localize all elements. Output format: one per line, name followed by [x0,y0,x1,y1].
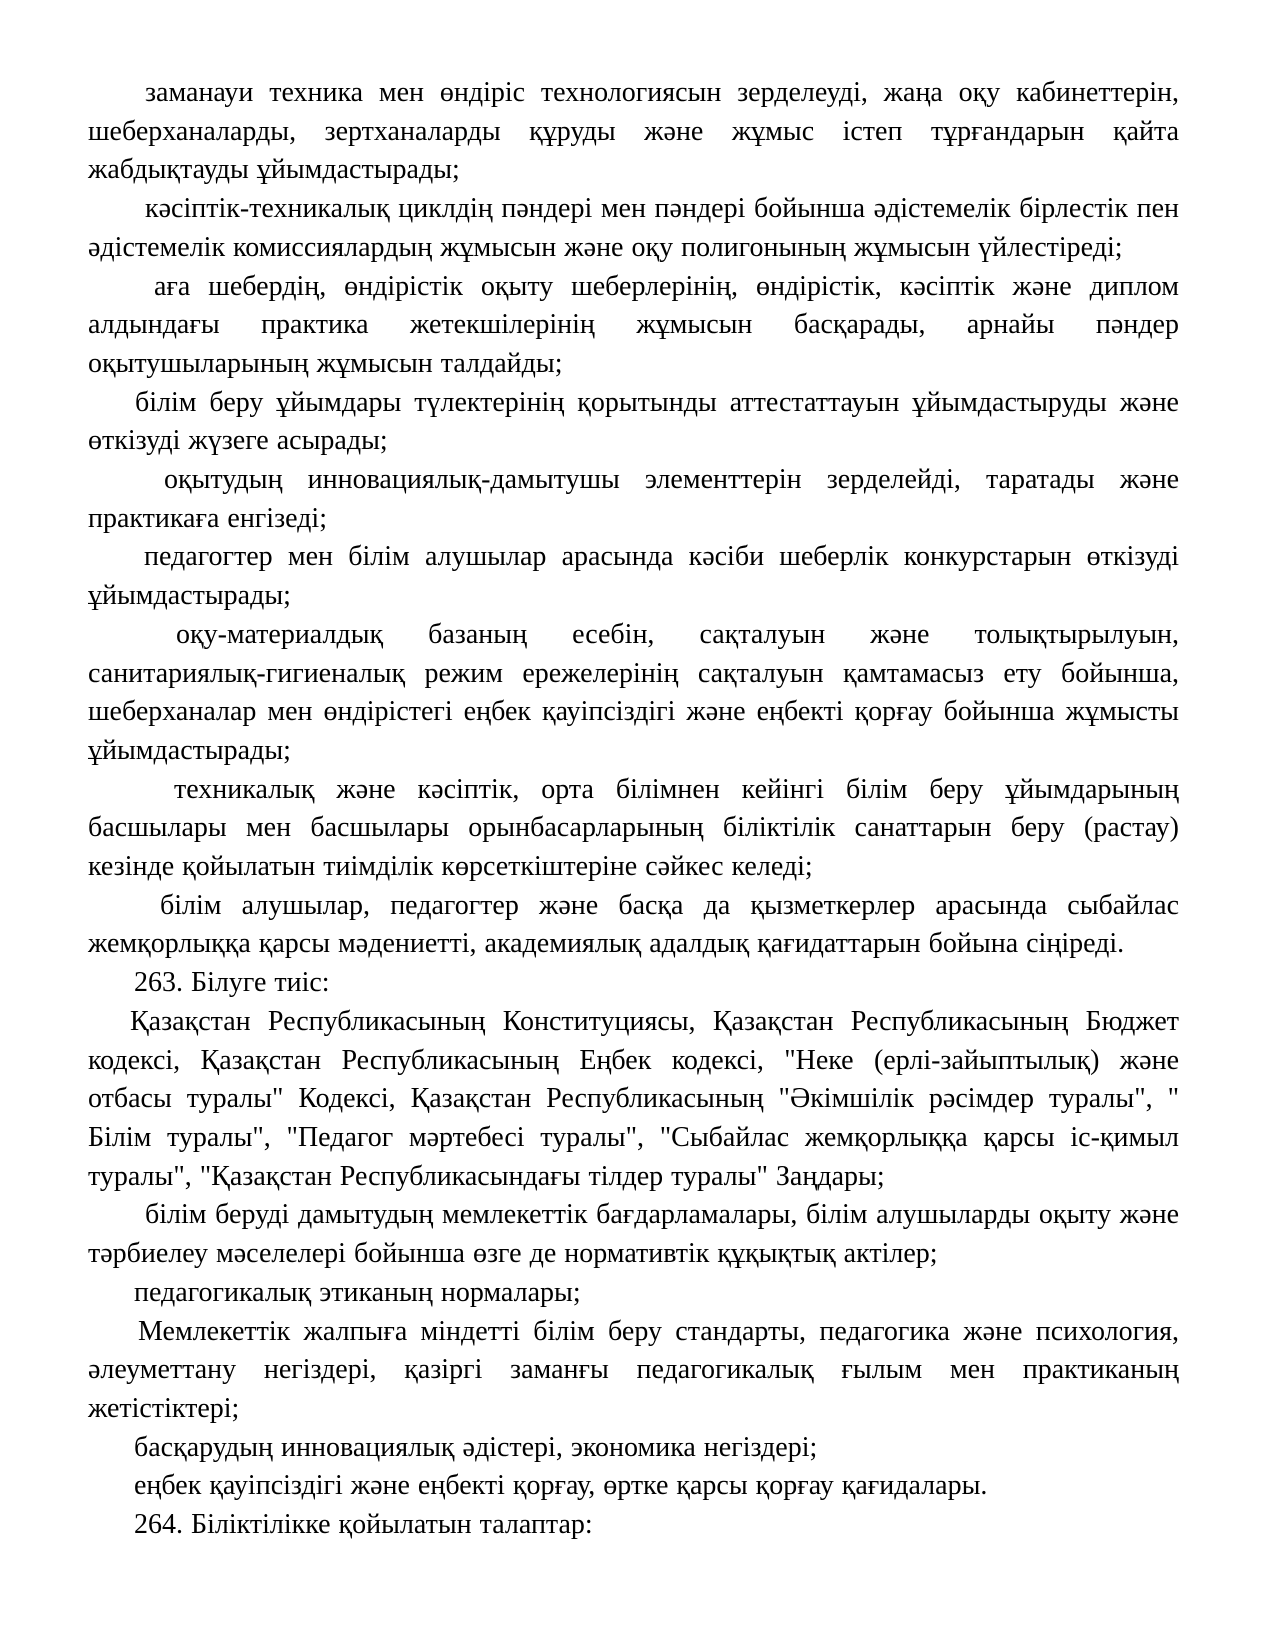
paragraph-duty-material-base: оқу-материалдық базаның есебін, сақталуын және толықтырылуын, санитариялық-гигиеналық режим ережелерінің сақталуын қамтамасыз ету бойынша, шеберханалар мен өндірістегі еңбек қауіпсіздігі және еңбекті қорғау бойынша жұмысты ұйымдастырады; [88,618,1179,766]
heading-item-263: 263. Білуге тиіс: [134,967,330,999]
paragraph-duty-qualification: техникалық және кәсіптік, орта білімнен кейінгі білім беру ұйымдарының басшылары мен басшылары орынбасарларының біліктілік санаттарын беру (растау) кезінде қойылатын тиімділік көрсеткіштеріне сәйкес келеді; [88,773,1179,883]
paragraph-duty-attestation: білім беру ұйымдары түлектерінің қорытынды аттестаттауын ұйымдастыруды және өткізуді жүзеге асырады; [88,386,1179,457]
paragraph-duty-methodical: кәсіптік-техникалық циклдің пәндері мен пәндері бойынша әдістемелік бірлестік пен әдістемелік комиссиялардың жұмысын және оқу полигонының жұмысын үйлестіреді; [88,193,1179,263]
paragraph-know-programs: білім беруді дамытудың мемлекеттік бағдарламалары, білім алушыларды оқыту және тәрбиелеу мәселелері бойынша өзге де нормативтік құқықтық актілер; [88,1199,1179,1270]
paragraph-know-standards: Мемлекеттік жалпыға міндетті білім беру стандарты, педагогика және психология, әлеуметтану негіздері, қазіргі заманғы педагогикалық ғылым мен практиканың жетістіктері; [88,1315,1179,1424]
paragraph-duty-equipment: заманауи техника мен өндіріс технологиясын зерделеуді, жаңа оқу кабинеттерін, шеберханаларды, зертханаларды құруды және жұмыс істеп тұрғандарын қайта жабдықтауды ұйымдастырады; [88,77,1179,186]
paragraph-duty-master: аға шебердің, өндірістік оқыту шеберлерінің, өндірістік, кәсіптік және диплом алдындағы практика жетекшілерінің жұмысын басқарады, арнайы пәндер оқытушыларының жұмысын талдайды; [88,270,1179,379]
paragraph-duty-anticorruption: білім алушылар, педагогтер және басқа да қызметкерлер арасында сыбайлас жемқорлыққа қарсы мәдениетті, академиялық адалдық қағидаттарын бойына сіңіреді. [88,889,1179,960]
paragraph-know-ethics: педагогикалық этиканың нормалары; [134,1276,581,1308]
heading-item-264: 264. Біліктілікке қойылатын талаптар: [134,1509,593,1541]
paragraph-know-safety: еңбек қауіпсіздігі және еңбекті қорғау, өртке қарсы қорғау қағидалары. [134,1470,988,1502]
paragraph-duty-contests: педагогтер мен білім алушылар арасында кәсіби шеберлік конкурстарын өткізуді ұйымдастырады; [88,541,1179,612]
paragraph-know-management: басқарудың инновациялық әдістері, экономика негіздері; [134,1431,818,1463]
paragraph-know-laws: Қазақстан Республикасының Конституциясы, Қазақстан Республикасының Бюджет кодексі, Қазақстан Республикасының Еңбек кодексі, "Неке (ерлі-зайыптылық) және отбасы туралы" Кодексі, Қазақстан Республикасының "Әкімшілік рәсімдер туралы", " Білім туралы", "Педагог мәртебесі туралы", "Сыбайлас жемқорлыққа қарсы іс-қимыл туралы", "Қазақстан Республикасындағы тілдер туралы" Заңдары; [88,1005,1179,1192]
paragraph-duty-innovation: оқытудың инновациялық-дамытушы элементтерін зерделейді, таратады және практикаға енгізеді; [88,464,1179,534]
